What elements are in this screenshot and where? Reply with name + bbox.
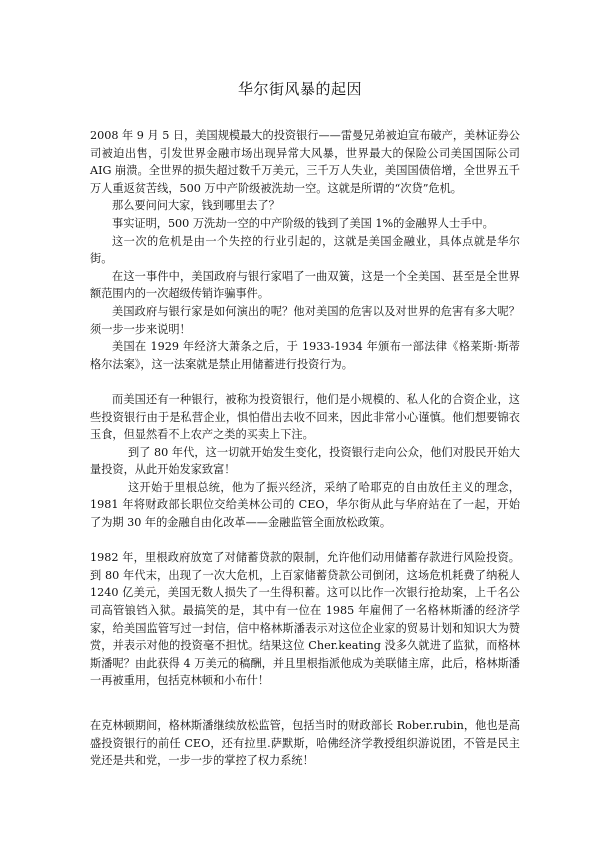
paragraph-7: 美国在 1929 年经济大萧条之后，于 1933-1934 年颁布一部法律《格莱斯·斯蒂格尔法案》，这一法案就是禁止用储蓄进行投资行为。 [90,340,520,371]
paragraph-9: 到了 80 年代，这一切就开始发生变化，投资银行走向公众，他们对股民开始大量投资，从此开始发家致富！ [90,445,520,477]
paragraph-3: 事实证明，500 万洗劫一空的中产阶级的钱到了美国 1%的金融界人士手中。 [112,216,494,230]
document-footer-section [90,717,520,770]
paragraph-6: 美国政府与银行家是如何演出的呢？他对美国的危害以及对世界的危害有多大呢？须一步一步来说明！ [90,304,520,336]
document-body [90,127,520,690]
paragraph-4: 这一次的危机是由一个失控的行业引起的，这就是美国金融业，具体点就是华尔街。 [90,234,520,266]
document-title: 华尔街风暴的起因 [237,80,362,98]
paragraph-gap [90,373,520,391]
paragraph-11: 1982 年，里根政府放宽了对储蓄贷款的限制，允许他们动用储蓄存款进行风险投资。到 80 年代末，出现了一次大危机，上百家储蓄贷款公司倒闭，这场危机耗费了纳税人 1240 亿美元，美国无数人损失了一生得积蓄。这可以比作一次银行抢劫案，上千名公司高管锒铛入狱。最搞笑的是，其中有一位在 1985 年雇佣了一名格林斯潘的经济学家，给美国监管写过一封信，信中格林斯潘表示对这位企业家的贸易计划和知识大为赞赏，并表示对他的投资毫不担忧。结果这位 Cher.keating 没多久就进了监狱，而格林斯潘呢？由此获得 4 万美元的稿酬，并且里根指派他成为美联储主席，此后，格林斯潘一再被重用，包括克林顿和小布什！ [90,551,520,688]
paragraph-2: 那么要问问大家，钱到哪里去了？ [112,199,280,213]
paragraph-5: 在这一事件中，美国政府与银行家唱了一曲双簧，这是一个全美国、甚至是全世界额范围内的一次超级传销诈骗事件。 [90,269,520,301]
paragraph-8: 而美国还有一种银行，被称为投资银行，他们是小规模的、私人化的合资企业，这些投资银行由于是私营企业，惧怕借出去收不回来，因此非常小心谨慎。他们想要锦衣玉食，但显然看不上农产之类的买卖上下注。 [90,392,520,442]
paragraph-10: 这开始于里根总统，他为了振兴经济，采纳了哈耶克的自由放任主义的理念，1981 年将财政部长职位交给美林公司的 CEO，华尔街从此与华府站在了一起，开始了为期 30 年的金融自由化改革——金融监管全面放松政策。 [90,480,520,530]
paragraph-gap [90,532,520,550]
paragraph-12: 在克林顿期间，格林斯潘继续放松监管，包括当时的财政部长 Rober.rubin，他也是高盛投资银行的前任 CEO，还有拉里.萨默斯，哈佛经济学教授组织游说团，不管是民主党还是共和党，一步一步的掌控了权力系统！ [90,719,520,768]
paragraph-1: 2008 年 9 月 5 日，美国规模最大的投资银行——雷曼兄弟被迫宣布破产，美林证券公司被迫出售，引发世界金融市场出现异常大风暴，世界最大的保险公司美国国际公司 AIG 崩溃。全世界的损失超过数千万美元，三千万人失业，美国国债倍增，全世界五千万人重返贫苦线，500 万中产阶级被洗劫一空。这就是所谓的“次贷”危机。 [90,129,520,195]
